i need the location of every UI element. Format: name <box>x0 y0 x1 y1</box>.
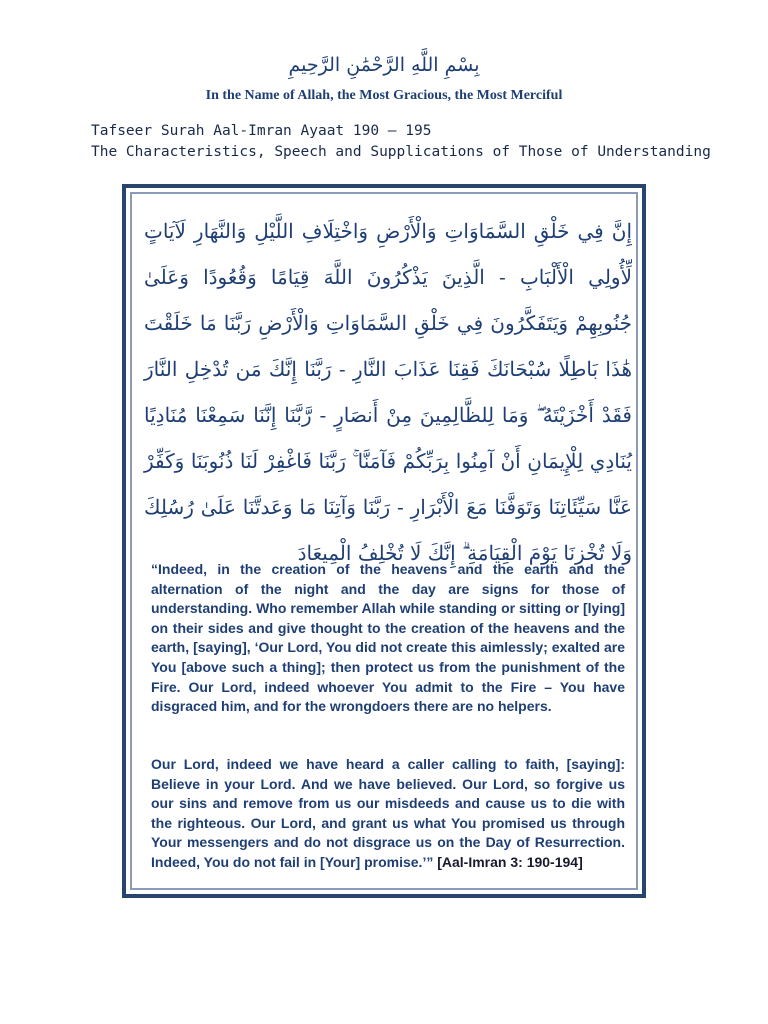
translation-paragraph-1 <box>151 560 625 717</box>
document-subtitle: The Characteristics, Speech and Supplications of Those of Understanding <box>91 144 711 160</box>
bismillah-arabic: بِسْمِ اللَّهِ الرَّحْمَٰنِ الرَّحِيمِ <box>288 54 480 76</box>
translation-paragraph-2 <box>151 755 625 873</box>
translation-text-1: “Indeed, in the creation of the heavens and the earth and the alternation of the night and the day are signs for those of understanding. Who remember Allah while standing or sitting or [lying] on their sides and give thought to the creation of the heavens and the earth, [saying], ‘Our Lord, You did not create this aimlessly; exalted are You [above such a thing]; then protect us from the punishment of the Fire. Our Lord, indeed whoever You admit to the Fire – You have disgraced him, and for the wrongdoers there are no helpers. <box>151 561 625 715</box>
translation-text-2: Our Lord, indeed we have heard a caller calling to faith, [saying]: Believe in your Lord. And we have believed. Our Lord, so forgive us our sins and remove from us our misdeeds and cause us to die with the righteous. Our Lord, and grant us what You promised us through Your messengers and do not disgrace us on the Day of Resurrection. Indeed, You do not fail in [Your] promise.’” <box>151 756 625 870</box>
verse-reference: [Aal-Imran 3: 190-194] <box>437 853 583 870</box>
bismillah-english: In the Name of Allah, the Most Gracious, the Most Merciful <box>205 88 563 103</box>
document-title: Tafseer Surah Aal-Imran Ayaat 190 – 195 <box>91 123 432 139</box>
arabic-verse-text: إِنَّ فِي خَلْقِ السَّمَاوَاتِ وَالْأَرْضِ وَاخْتِلَافِ اللَّيْلِ وَالنَّهَارِ لَآيَاتٍ لِّأُولِي الْأَلْبَابِ - الَّذِينَ يَذْكُرُونَ اللَّهَ قِيَامًا وَقُعُودًا وَعَلَىٰ جُنُوبِهِمْ وَيَتَفَكَّرُونَ فِي خَلْقِ السَّمَاوَاتِ وَالْأَرْضِ رَبَّنَا مَا خَلَقْتَ هَٰذَا بَاطِلًا سُبْحَانَكَ فَقِنَا عَذَابَ النَّارِ - رَبَّنَا إِنَّكَ مَن تُدْخِلِ النَّارَ فَقَدْ أَخْزَيْتَهُ ۖ وَمَا لِلظَّالِمِينَ مِنْ أَنصَارٍ - رَّبَّنَا إِنَّنَا سَمِعْنَا مُنَادِيًا يُنَادِي لِلْإِيمَانِ أَنْ آمِنُوا بِرَبِّكُمْ فَآمَنَّا ۚ رَبَّنَا فَاغْفِرْ لَنَا ذُنُوبَنَا وَكَفِّرْ عَنَّا سَيِّئَاتِنَا وَتَوَفَّنَا مَعَ الْأَبْرَارِ - رَبَّنَا وَآتِنَا مَا وَعَدتَّنَا عَلَىٰ رُسُلِكَ وَلَا تُخْزِنَا يَوْمَ الْقِيَامَةِ ۗ إِنَّكَ لَا تُخْلِفُ الْمِيعَادَ <box>144 219 632 565</box>
